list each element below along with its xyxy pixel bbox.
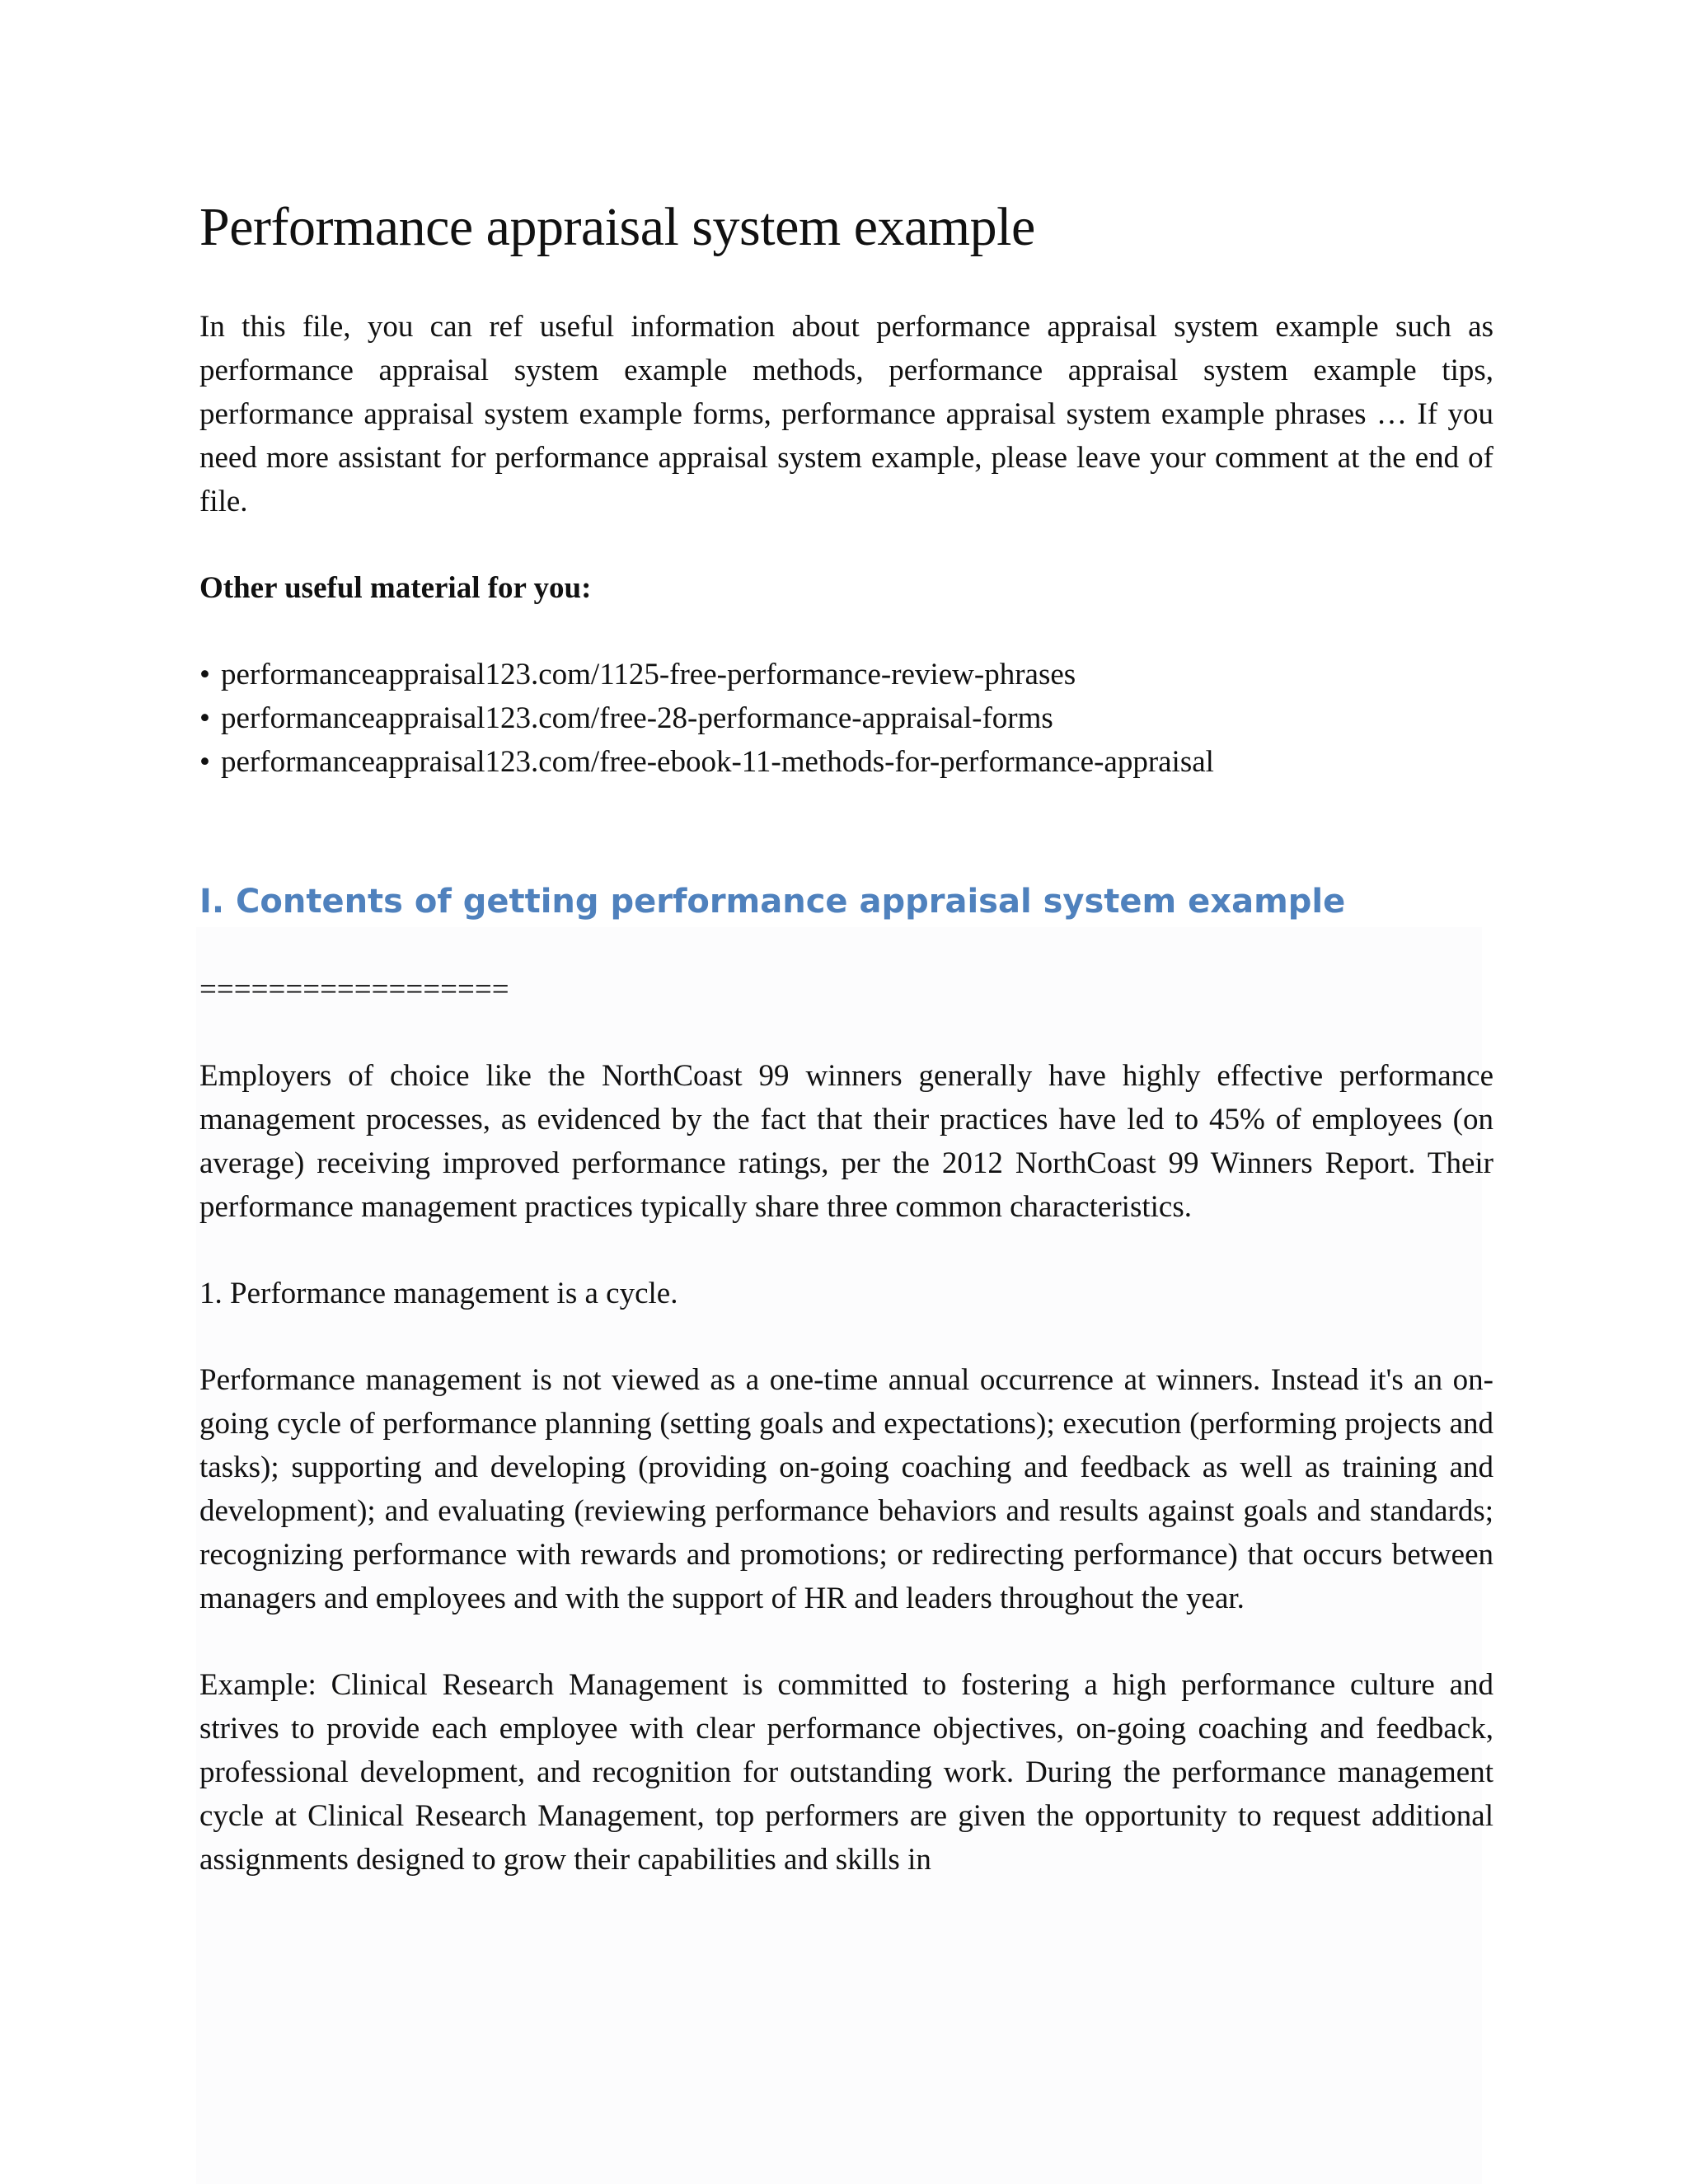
bullet-icon: •: [199, 745, 210, 779]
intro-paragraph: In this file, you can ref useful information about performance appraisal system example such as performance appraisal system example methods, performance appraisal system example tips, performance appraisal system example forms, performance appraisal system example phrases … If you need more assistant for performance appraisal system example, please leave your comment at the end of file.: [199, 310, 1493, 518]
material-link-item[interactable]: [199, 696, 1493, 740]
bullet-icon: •: [199, 701, 210, 735]
material-link-item[interactable]: [199, 740, 1493, 784]
material-link-text[interactable]: performanceappraisal123.com/1125-free-performance-review-phrases: [221, 658, 1076, 691]
material-link-text[interactable]: performanceappraisal123.com/free-ebook-11-methods-for-performance-appraisal: [221, 745, 1214, 779]
numbered-point: 1. Performance management is a cycle.: [199, 1277, 678, 1310]
page-title: Performance appraisal system example: [199, 197, 1035, 257]
document-body: [199, 190, 1493, 1882]
material-link-item[interactable]: [199, 653, 1493, 696]
divider-line: ==================: [199, 972, 509, 1006]
material-link-text[interactable]: performanceappraisal123.com/free-28-performance-appraisal-forms: [221, 701, 1053, 735]
section-heading: I. Contents of getting performance appraisal system example: [199, 883, 1346, 921]
body-paragraph: Employers of choice like the NorthCoast 99 winners generally have highly effective performance management processes, as evidenced by the fact that their practices have led to 45% of employees (on average) receiving improved performance ratings, per the 2012 NorthCoast 99 Winners Report. Their performance management practices typically share three common characteristics.: [199, 1059, 1493, 1224]
bullet-icon: •: [199, 658, 210, 691]
other-material-heading: Other useful material for you:: [199, 571, 592, 605]
example-paragraph: Example: Clinical Research Management is committed to fostering a high performance culture and strives to provide each employee with clear performance objectives, on-going coaching and feedback, professional development, and recognition for outstanding work. During the performance management cycle at Clinical Research Management, top performers are given the opportunity to request additional assignments designed to grow their capabilities and skills in: [199, 1668, 1493, 1877]
material-link-list: [199, 653, 1493, 784]
body-paragraph: Performance management is not viewed as a one-time annual occurrence at winners. Instead it's an on-going cycle of performance planning (setting goals and expectations); execution (performing projects and tasks); supporting and developing (providing on-going coaching and feedback as well as training and development); and evaluating (reviewing performance behaviors and results against goals and standards; recognizing performance with rewards and promotions; or redirecting performance) that occurs between managers and employees and with the support of HR and leaders throughout the year.: [199, 1363, 1493, 1615]
